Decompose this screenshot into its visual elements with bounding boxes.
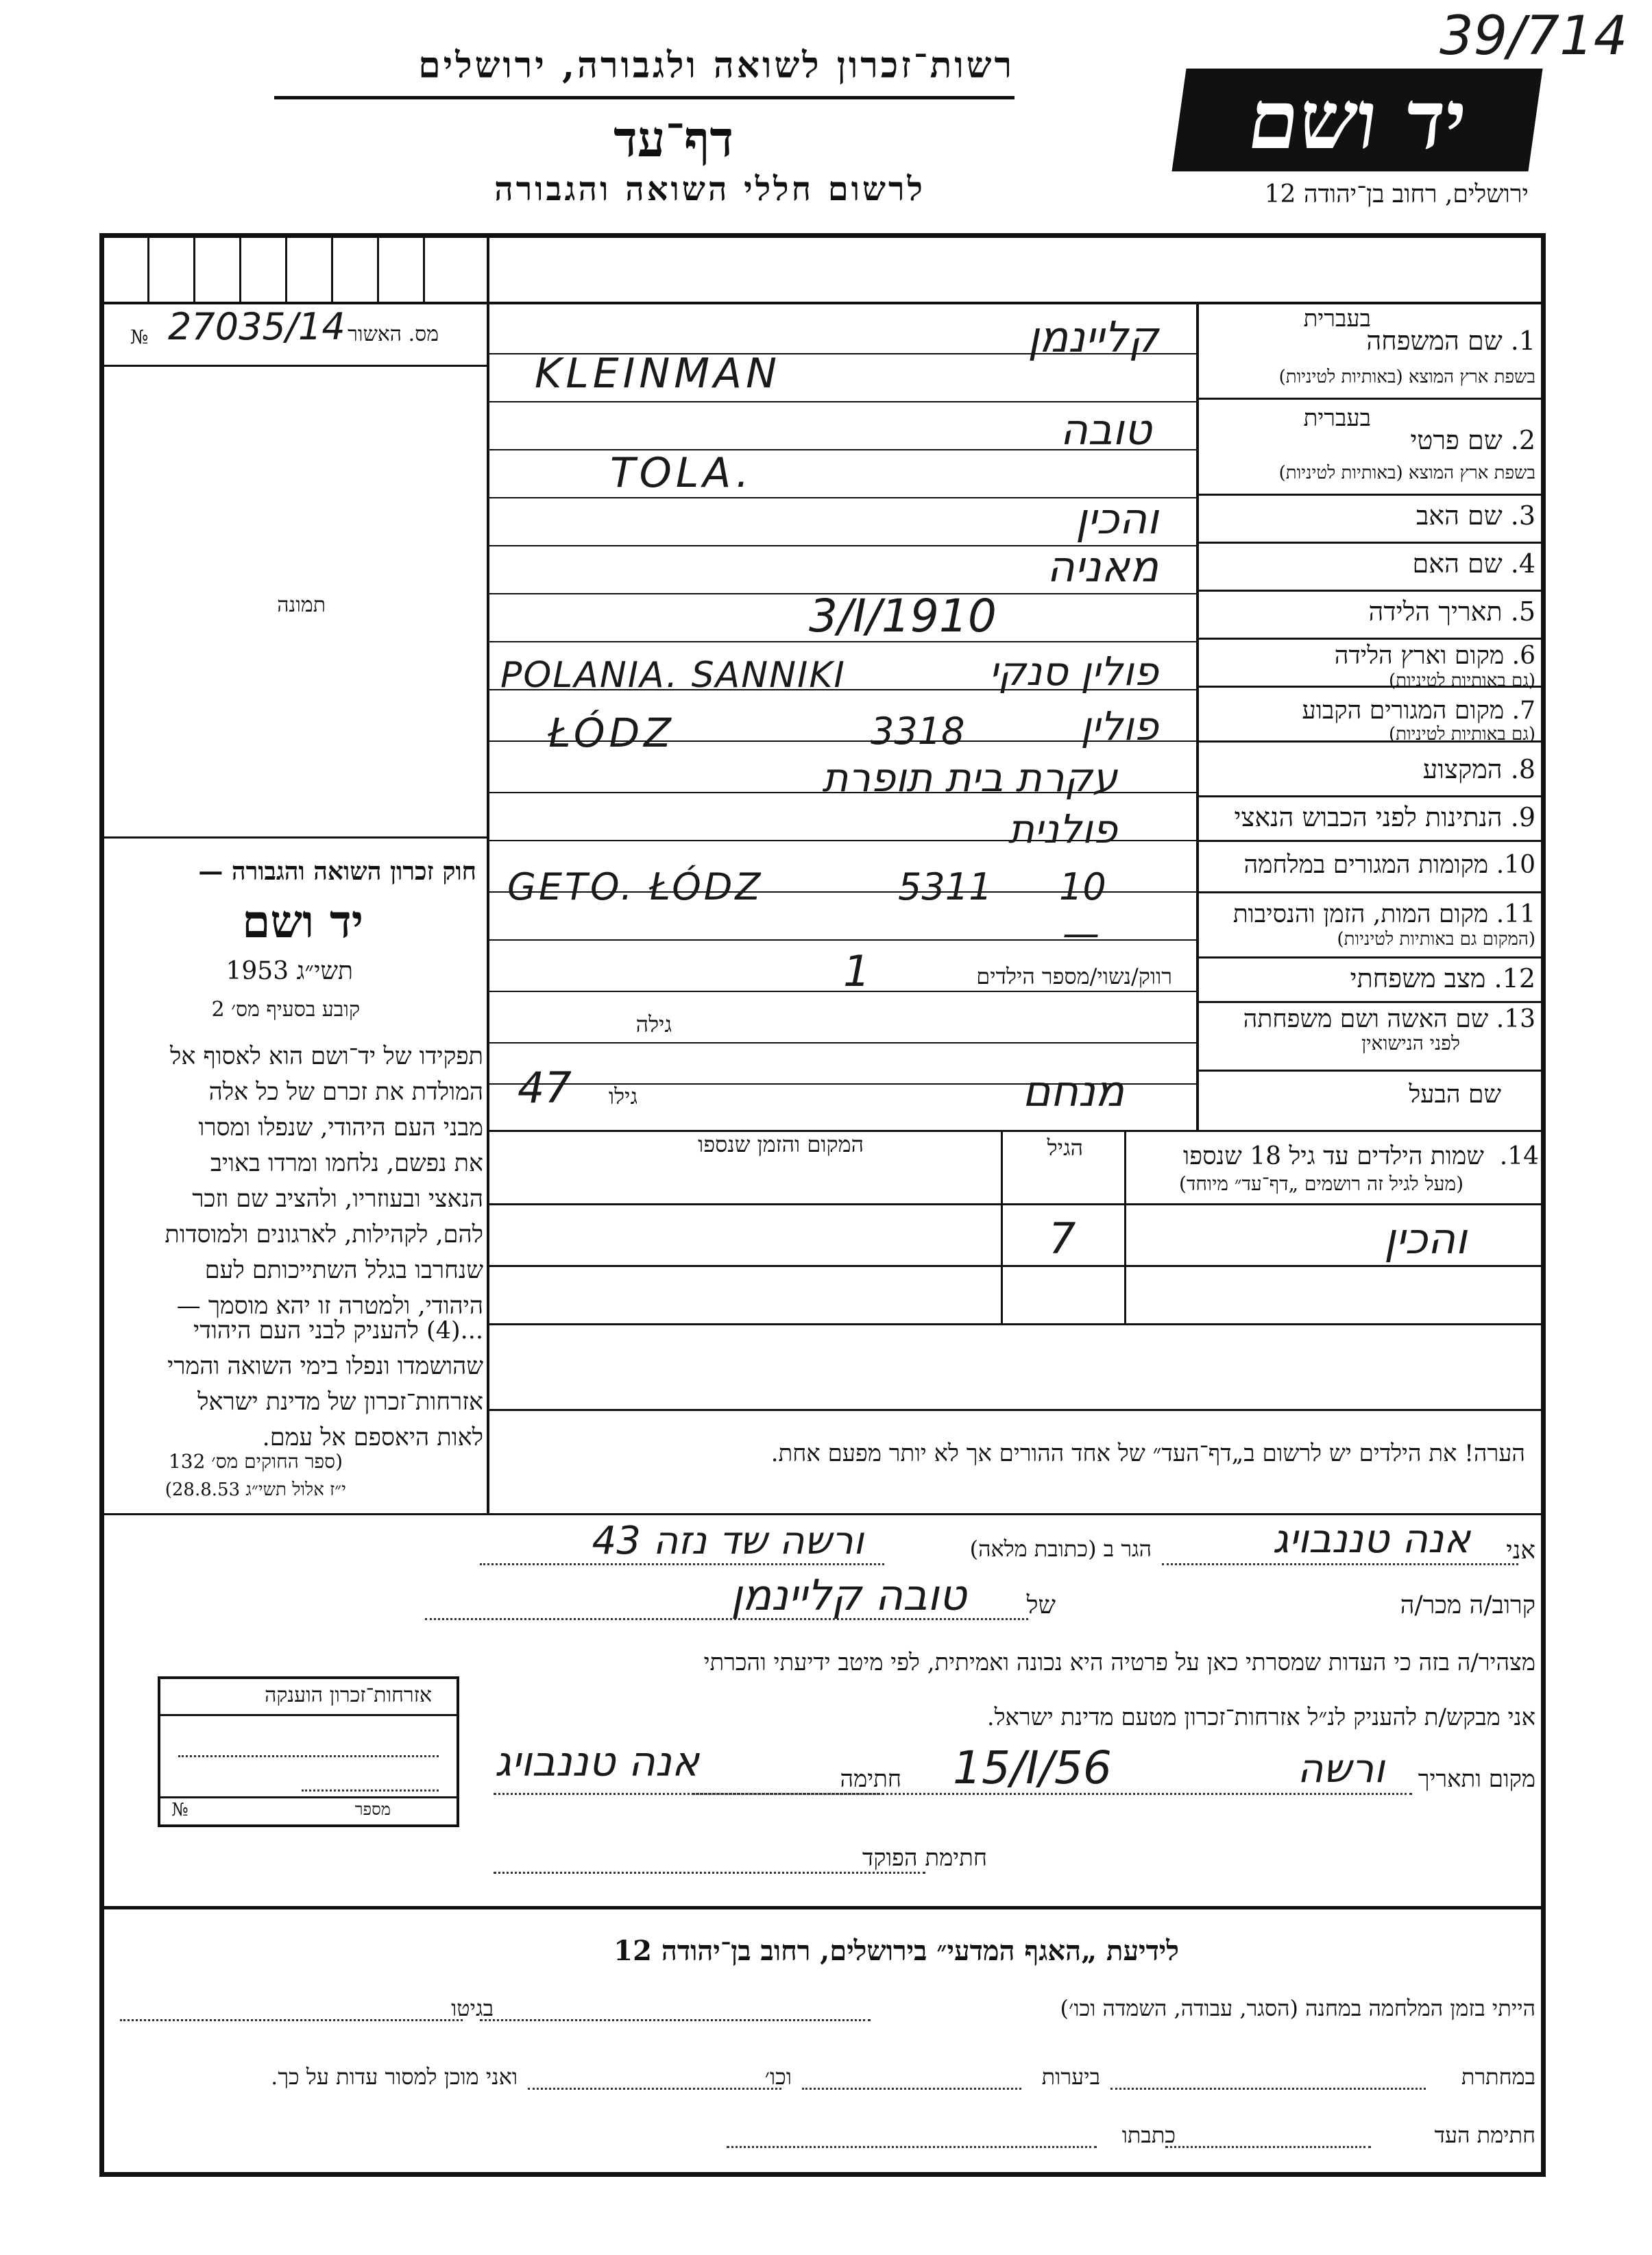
field-10-label: 10. מקומות המגורים במלחמה xyxy=(1243,851,1535,879)
law-text-line: הנאצי ובעוזריו, ולהציב שם וזכר xyxy=(192,1185,483,1213)
birth-date: 3/I/1910 xyxy=(809,590,997,642)
law-text-line: שהושמדו ונפלו בימי השואה והמרי xyxy=(167,1353,483,1380)
husband-age-label: גילו xyxy=(608,1083,637,1109)
mother-name: מאניה xyxy=(1047,542,1158,592)
archive-number: 39/714 xyxy=(1440,5,1628,67)
field-12-label: 12. מצב משפחתי xyxy=(1350,963,1535,993)
law-text-line: אזרחות־זכרון של מדינת ישראל xyxy=(197,1388,483,1416)
wartime-residence-apt: 10 xyxy=(1059,865,1106,908)
profession: עקרת בית תופרת xyxy=(822,754,1117,801)
info-witness-signature-label: חתימת העד xyxy=(1434,2122,1535,2148)
children-age-header: הגיל xyxy=(1047,1135,1083,1161)
field-7-label: 7. מקום המגורים הקבוע xyxy=(1302,697,1535,725)
info-forests-label: ביערות xyxy=(1041,2064,1100,2090)
field-1-heb-tag: בעברית xyxy=(1303,305,1371,333)
residence-latin: ŁÓDZ xyxy=(548,710,675,756)
law-section: קובע בסעיף מס׳ 2 xyxy=(211,998,360,1022)
field-1-label: 1. שם המשפחה xyxy=(1366,326,1535,356)
signature-label: חתימה xyxy=(840,1765,901,1793)
info-underground-label: במחתרת xyxy=(1461,2064,1535,2090)
field-3-label: 3. שם האב xyxy=(1416,501,1535,531)
residence-address: 3318 xyxy=(871,710,965,753)
sign-place: ורשה xyxy=(1297,1745,1385,1792)
children-place-header: המקום והזמן שנספו xyxy=(698,1131,864,1157)
given-name-latin: TOLA. xyxy=(610,449,753,497)
husband-age: 47 xyxy=(518,1063,572,1113)
law-text-line: לאות היאספם אל עמם. xyxy=(262,1424,483,1451)
photo-label: תמונה xyxy=(277,593,326,617)
decl-request: אני מבקש/ת להעניק לנ״ל אזרחות־זכרון מטעם מדינת ישראל. xyxy=(986,1704,1535,1731)
form-title: דף־עד xyxy=(614,110,733,168)
children-count: 1 xyxy=(843,946,871,996)
witness-address: ורשה שד נזה 43 xyxy=(592,1519,864,1563)
field-9-label: 9. הנתינות לפני הכבוש הנאצי xyxy=(1234,802,1535,832)
law-ref-1: (ספר החוקים מס׳ 132 xyxy=(168,1450,343,1473)
citizenship-no-mark: № xyxy=(171,1800,189,1820)
child-name: והכין xyxy=(1384,1214,1467,1264)
law-text-line: תפקידו של יד־ושם הוא לאסוף אל xyxy=(170,1043,483,1070)
law-text-line: מבני העם היהודי, שנפלו ומסרו xyxy=(198,1114,483,1142)
law-ref-2: י״ז אלול תשי״ג 28.8.53) xyxy=(165,1480,346,1500)
husband-label: שם הבעל xyxy=(1409,1081,1501,1109)
nationality: פולנית xyxy=(1008,806,1117,852)
law-text xyxy=(86,1039,483,1324)
info-camp-label: הייתי בזמן המלחמה במחנה (הסגר, עבודה, השמדה וכו׳) xyxy=(1060,1995,1535,2021)
wartime-residence-number: 5311 xyxy=(898,865,993,908)
yad-vashem-logo: יד ושם xyxy=(1171,69,1542,171)
decl-statement: מצהיר/ה בזה כי העדות שמסרתי כאן על פרטיה היא נכונה ואמיתית, לפי מיטב ידיעתי והכרתי xyxy=(703,1649,1535,1676)
sign-date: 15/I/56 xyxy=(953,1741,1112,1794)
info-address-label: כתבתו xyxy=(1121,2122,1176,2148)
place-date-label: מקום ותאריך xyxy=(1418,1765,1535,1793)
husband-name: מנחם xyxy=(1022,1066,1124,1116)
residence-hebrew: פולין xyxy=(1080,703,1158,749)
field-6-sub: (גם באותיות לטיניות) xyxy=(1388,671,1535,691)
decl-of-label: של xyxy=(1026,1591,1056,1619)
law-name: יד ושם xyxy=(242,895,363,948)
surname-latin: KLEINMAN xyxy=(535,350,781,398)
info-testimony-label: ואני מוכן למסור עדות על כך. xyxy=(271,2064,518,2090)
decl-resides-label: הגר ב (כתובת מלאה) xyxy=(969,1536,1152,1562)
reg-number: 27035/14 xyxy=(168,305,345,348)
child-age: 7 xyxy=(1049,1214,1076,1264)
officer-signature-label: חתימת הפוקד xyxy=(862,1844,987,1872)
field-6-label: 6. מקום וארץ הלידה xyxy=(1334,642,1535,670)
field-4-label: 4. שם האם xyxy=(1412,548,1535,579)
field-14-label: 14. שמות הילדים עד גיל 18 שנספו xyxy=(1183,1142,1539,1170)
law-text-line: ...(4) להעניק לבני העם היהודי xyxy=(193,1317,483,1344)
law-text-line: היהודי, ולמטרה זו יהא מוסמך — xyxy=(176,1292,483,1320)
law-text-line: שנחרבו בגלל השתייכותם לעם xyxy=(204,1257,483,1284)
field-1-sub: בשפת ארץ המוצא (באותיות לטיניות) xyxy=(1278,367,1535,387)
field-5-label: 5. תאריך הלידה xyxy=(1368,596,1535,627)
father-name: והכין xyxy=(1076,494,1158,544)
form-subtitle: לרשום חללי השואה והגבורה xyxy=(494,170,925,208)
given-name-hebrew: טובה xyxy=(1060,405,1152,455)
law-title: חוק זכרון השואה והגבורה — xyxy=(198,857,476,886)
decl-ani: אני xyxy=(1506,1536,1535,1565)
field-2-heb-tag: בעברית xyxy=(1303,405,1371,432)
field-11-sub: (המקום גם באותיות לטיניות) xyxy=(1337,929,1535,950)
children-note: הערה! את הילדים יש לרשום ב„דף־העד״ של אחד ההורים אך לא יותר מפעם אחת. xyxy=(770,1440,1525,1467)
victim-name-decl: טובה קליינמן xyxy=(731,1570,967,1620)
law-text-2 xyxy=(86,1313,483,1456)
law-text-line: המולדת את זכרם של כל אלה xyxy=(208,1078,483,1106)
field-2-sub: בשפת ארץ המוצא (באותיות לטיניות) xyxy=(1278,463,1535,483)
law-text-line: את נפשם, נלחמו ומרדו באויב xyxy=(210,1150,483,1177)
info-ghetto-label: בגיטו xyxy=(451,1995,494,2021)
witness-signature: אנה טננבויג xyxy=(494,1738,699,1786)
law-text-line: להם, לקהילות, לארגונים ולמוסדות xyxy=(165,1221,483,1249)
surname-hebrew: קליינמן xyxy=(1028,312,1158,362)
authority-name: רשות־זכרון לשואה ולגבורה, ירושלים xyxy=(418,45,1015,86)
marital-status-options: רווק/נשוי/מספר הילדים xyxy=(976,963,1172,989)
wartime-residence-latin: GETO. ŁÓDZ xyxy=(507,865,764,908)
citizenship-number-label: מספר xyxy=(354,1800,391,1819)
reg-no-mark: № xyxy=(130,326,149,348)
birthplace-latin: POLANIA. SANNIKI xyxy=(500,655,846,696)
decl-relative-label: קרוב/ה מכר/ה xyxy=(1400,1591,1535,1619)
field-11-label: 11. מקום המות, הזמן והנסיבות xyxy=(1232,900,1535,928)
witness-name: אנה טננבויג xyxy=(1272,1515,1470,1562)
yv-address: ירושלים, רחוב בן־יהודה 12 xyxy=(1264,180,1529,208)
reg-label: מס. האשור xyxy=(348,322,439,346)
info-etc-label: וכו׳ xyxy=(764,2064,792,2090)
field-2-label: 2. שם פרטי xyxy=(1410,425,1535,455)
citizenship-box-title: אזרחות־זכרון הוענקה xyxy=(265,1683,432,1707)
info-title: לידיעת „האגף המדעי״ בירושלים, רחוב בן־יהודה 12 xyxy=(614,1935,1179,1967)
wife-age-label: גילה xyxy=(635,1011,672,1037)
death-place: — xyxy=(1062,912,1100,955)
law-year: תשי״ג 1953 xyxy=(226,957,353,985)
birthplace-hebrew: פולין סנקי xyxy=(988,648,1158,695)
field-14-sub: (מעל לגיל זה רושמים „דף־עד״ מיוחד) xyxy=(1178,1172,1463,1195)
field-13-label: 13. שם האשה ושם משפחתה xyxy=(1243,1005,1535,1033)
field-7-sub: (גם באותיות לטיניות) xyxy=(1388,724,1535,745)
field-8-label: 8. המקצוע xyxy=(1422,754,1535,784)
field-13-sub: לפני הנישואין xyxy=(1361,1032,1460,1054)
